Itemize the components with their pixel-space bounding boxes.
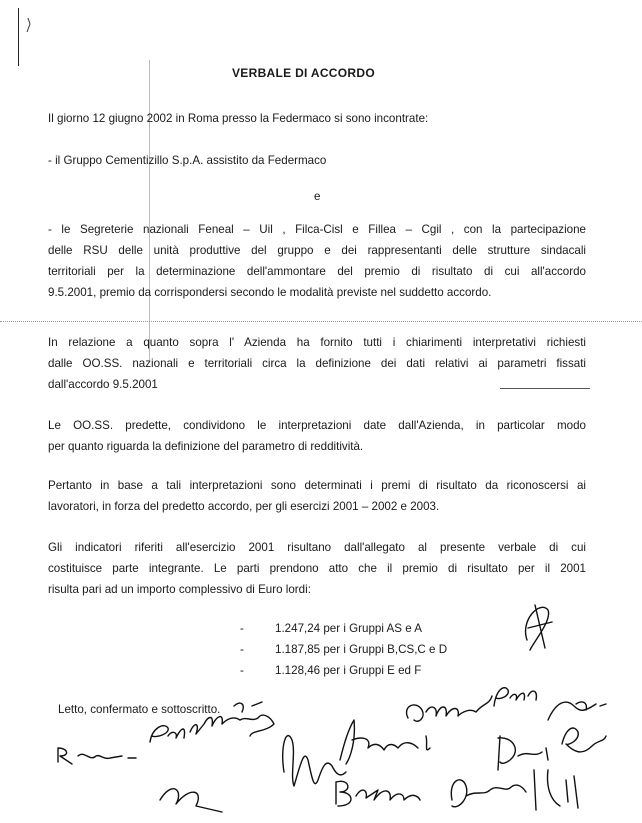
party-two-line: - le Segreterie nazionali Feneal – Uil , Filca-Cisl e Fillea – Cgil , con la partecipazione — [48, 223, 586, 236]
document-title: VERBALE DI ACCORDO — [232, 66, 375, 80]
amount-text: 1.128,46 per i Gruppi E ed F — [275, 664, 422, 677]
signature-4 — [283, 736, 346, 786]
signature-13 — [234, 702, 262, 712]
unions-line: per quanto riguarda la definizione del parametro di redditività. — [48, 440, 364, 453]
signature-5 — [340, 720, 430, 764]
list-dash: - — [240, 643, 244, 656]
clarifications-line: dall'accordo 9.5.2001 — [48, 378, 158, 391]
closing-statement: Letto, confermato e sottoscritto. — [58, 703, 221, 716]
signature-8 — [548, 702, 606, 720]
conjunction: e — [314, 190, 321, 203]
premiums-line: lavoratori, in forza del predetto accordo, per gli esercizi 2001 – 2002 e 2003. — [48, 500, 440, 513]
signature-9 — [498, 736, 548, 770]
indicators-line: risulta pari ad un importo complessivo di Euro lordi: — [48, 583, 311, 596]
list-dash: - — [240, 664, 244, 677]
signature-6 — [407, 696, 492, 721]
signature-initials — [526, 605, 552, 650]
signature-7 — [494, 688, 536, 706]
amount-text: 1.187,85 per i Gruppi B,CS,C e D — [275, 643, 448, 656]
list-dash: - — [240, 622, 244, 635]
premiums-line: Pertanto in base a tali interpretazioni sono determinati i premi di risultato da riconoscersi ai — [48, 479, 586, 492]
clarifications-line: In relazione a quanto sopra l' Azienda ha fornito tutti i chiarimenti interpretativi richiesti — [48, 336, 586, 349]
party-two-line: 9.5.2001, premio da corrispondersi secondo le modalità previste nel suddetto accordo. — [48, 286, 492, 299]
indicators-line: Gli indicatori riferiti all'esercizio 2001 risultano dall'allegato al presente verbale di cui — [48, 541, 586, 554]
party-two-line: delle RSU delle unità produttive del gruppo e dei rappresentanti delle strutture sindacali — [48, 244, 586, 257]
signature-12 — [451, 770, 578, 810]
intro-paragraph: Il giorno 12 giugno 2002 in Roma presso la Federmaco si sono incontrate: — [48, 112, 429, 125]
signature-11 — [336, 781, 420, 806]
signature-2 — [150, 715, 274, 742]
clarifications-line: dalle OO.SS. nazionali e territoriali circa la definizione dei dati relativi ai parametri fissati — [48, 357, 586, 370]
signature-3 — [160, 789, 222, 812]
amount-text: 1.247,24 per i Gruppi AS e A — [275, 622, 422, 635]
party-two-line: territoriali per la determinazione dell'ammontare del premio di risultato di cui all'accordo — [48, 265, 586, 278]
signature-10 — [562, 728, 606, 752]
indicators-line: costituisce parte integrante. Le parti prendono atto che il premio di risultato per il 2001 — [48, 562, 586, 575]
party-one: - il Gruppo Cementizillo S.p.A. assistito da Federmaco — [48, 154, 327, 167]
signature-1 — [58, 748, 136, 764]
unions-line: Le OO.SS. predette, condividono le interpretazioni date dall'Azienda, in particolar modo — [48, 419, 586, 432]
